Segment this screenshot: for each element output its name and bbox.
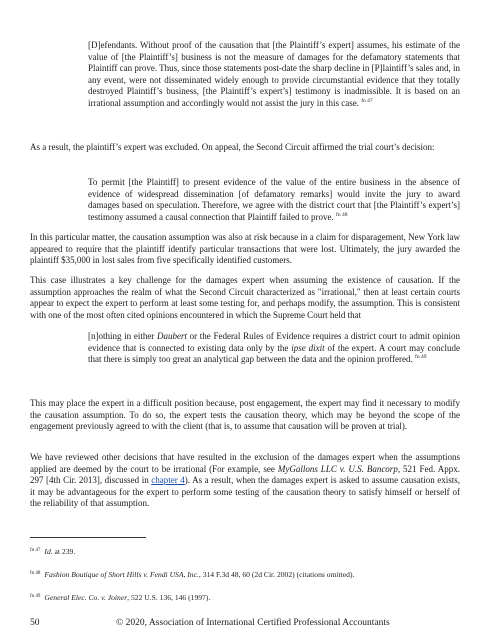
- footnote-citation: Id.: [44, 547, 53, 556]
- paragraph-text: This may place the expert in a difficult position because, post engagement, the expert may find it necessary to modify the causation assumption. To do so, the expert tests the causation theory, which may be beyond the scope of the engagement previously agreed to with the client (that is, to assume that causation will be proven at trial).: [30, 398, 460, 431]
- footnote-divider: [30, 537, 146, 538]
- paragraph-text: In this particular matter, the causation assumption was also at risk because in a claim for disparagement, New York law appeared to require that the plaintiff identify particular transactions that were lost. Ultimately, the jury awarded the plaintiff $35,000 in lost sales from five specifically identified customers.: [30, 232, 460, 265]
- footnote-mark: fn 49: [30, 594, 41, 599]
- paragraph-2: [30, 232, 460, 267]
- footnote-citation: General Elec. Co. v. Joiner: [44, 593, 128, 602]
- paragraph-text: This case illustrates a key challenge for the damages expert when assuming the existence of causation. If the assumption approaches the realm of what the Second Circuit characterized as "irrational," then at least certain courts appear to expect the expert to perform at least some testing for, and perhaps modify, the assumption. This is consistent with one of the most often cited opinions encountered in which the Supreme Court held that: [30, 275, 460, 320]
- paragraph-1: [30, 142, 460, 154]
- block-quote-1: [88, 40, 460, 109]
- paragraph-text: ). As a result, when the damages expert is asked to assume causation exists, it may be advantageous for the expert to perform some testing of the causation theory to satisfy himself or herself of the reliability of that assumption.: [30, 475, 461, 508]
- chapter-4-link[interactable]: chapter 4: [151, 475, 185, 485]
- footnote-ref-48[interactable]: fn 48: [336, 211, 348, 218]
- block-quote-3: [88, 331, 460, 366]
- footnote-citation: Fashion Boutique of Short Hills v. Fendi USA, Inc.: [44, 570, 199, 579]
- footnote-49: [30, 593, 470, 603]
- footnote-text: , 314 F.3d 48, 60 (2d Cir. 2002) (citations omitted).: [198, 570, 355, 579]
- footnote-mark: fn 48: [30, 571, 41, 576]
- footnote-ref-47[interactable]: fn 47: [361, 97, 373, 104]
- paragraph-text: , 521 Fed. Appx. 297 [4th Cir. 2013], discussed in: [30, 463, 460, 485]
- footnote-text: , 522 U.S. 136, 146 (1997).: [127, 593, 211, 602]
- footnote-48: [30, 570, 470, 580]
- copyright-notice: © 2020, Association of International Certified Professional Accountants: [116, 618, 390, 628]
- quote-text: [D]efendants. Without proof of the causation that [the Plaintiff’s expert] assumes, his estimate of the value of [the Plaintiff’s] business is not the measure of damages for the defamatory statements that Plaintiff can prove. Thus, since those statements post-date the sharp decline in [P]laintiff’s sales and, in any event, were not disseminated widely enough to provide circumstantial evidence that they totally destroyed Plaintiff’s business, [the Plaintiff’s expert’s] testimony is inadmissible. It is based on an irrational assumption and accordingly would not assist the jury in this case.: [88, 40, 460, 108]
- quote-text: or the Federal Rules of Evidence requires a district court to admit opinion evidence that is connected to existing data only by the: [88, 331, 460, 353]
- latin-term: ipse dixit: [291, 342, 325, 353]
- paragraph-text: We have reviewed other decisions that have resulted in the exclusion of the damages expert when the assumptions applied are deemed by the court to be irrational (For example, see: [30, 452, 460, 474]
- quote-text: of the expert. A court may conclude that there is simply too great an analytical gap between the data and the opinion proffered.: [88, 342, 460, 364]
- page-number: 50: [30, 618, 40, 628]
- paragraph-5: [30, 452, 460, 510]
- footnote-mark: fn 47: [30, 548, 41, 553]
- quote-text: To permit [the Plaintiff] to present evidence of the value of the entire business in the absence of evidence of widespread dissemination [of defamatory remarks] would invite the jury to award damages based on speculation. Therefore, we agree with the district court that [the Plaintiff’s expert’s] testimony assumed a causal connection that Plaintiff failed to prove.: [88, 177, 460, 222]
- case-name: MyGallons LLC v. U.S. Bancorp: [277, 463, 398, 474]
- paragraph-text: As a result, the plaintiff’s expert was excluded. On appeal, the Second Circuit affirmed the trial court’s decision:: [30, 142, 435, 152]
- paragraph-4: [30, 398, 460, 433]
- paragraph-3: [30, 275, 460, 321]
- footnote-47: [30, 547, 470, 557]
- block-quote-2: [88, 177, 460, 223]
- footnote-ref-49[interactable]: fn 49: [414, 354, 427, 360]
- case-name: Daubert: [156, 331, 187, 341]
- footnote-text: at 239.: [52, 547, 76, 556]
- quote-text: [n]othing in either: [88, 331, 157, 341]
